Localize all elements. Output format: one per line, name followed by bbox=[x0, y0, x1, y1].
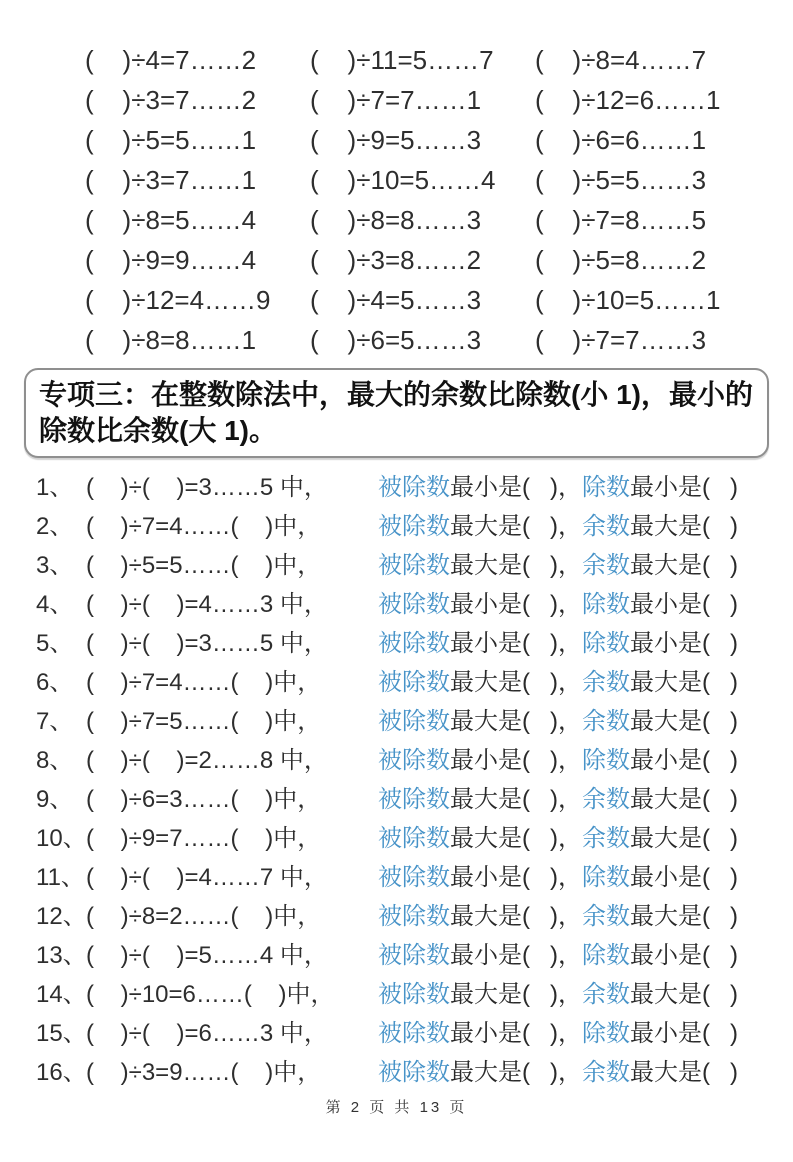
question-part-2: 最小是( ) bbox=[630, 942, 738, 969]
equation: ( )÷7=7……3 bbox=[535, 325, 707, 355]
dividend-term: 被除数 bbox=[378, 474, 450, 501]
problems-list bbox=[36, 468, 793, 1092]
dividend-term: 被除数 bbox=[378, 1020, 450, 1047]
question-part-1: 最大是( )， bbox=[450, 708, 582, 735]
question-part-1: 最大是( )， bbox=[450, 981, 582, 1008]
question-part-2: 最大是( ) bbox=[630, 669, 738, 696]
problem-equation: ( )÷( )=2……8 中， bbox=[86, 747, 328, 774]
question-part-2: 最大是( ) bbox=[630, 708, 738, 735]
question-part-2: 最大是( ) bbox=[630, 903, 738, 930]
divisor-remainder-term: 余数 bbox=[582, 552, 630, 579]
problem-row bbox=[36, 663, 793, 702]
equation: ( )÷4=7……2 bbox=[85, 45, 257, 75]
divisor-remainder-term: 除数 bbox=[582, 474, 630, 501]
divisor-remainder-term: 余数 bbox=[582, 903, 630, 930]
problem-number: 15、 bbox=[36, 1020, 87, 1047]
dividend-term: 被除数 bbox=[378, 591, 450, 618]
equation: ( )÷12=4……9 bbox=[85, 285, 271, 315]
dividend-term: 被除数 bbox=[378, 903, 450, 930]
divisor-remainder-term: 除数 bbox=[582, 630, 630, 657]
question-part-1: 最大是( )， bbox=[450, 903, 582, 930]
problem-row bbox=[36, 897, 793, 936]
divisor-remainder-term: 余数 bbox=[582, 825, 630, 852]
divisor-remainder-term: 除数 bbox=[582, 942, 630, 969]
equation: ( )÷3=8……2 bbox=[310, 245, 482, 275]
problem-row bbox=[36, 858, 793, 897]
question-part-1: 最小是( )， bbox=[450, 1020, 582, 1047]
question-part-2: 最大是( ) bbox=[630, 786, 738, 813]
equation: ( )÷9=5……3 bbox=[310, 125, 482, 155]
problem-row bbox=[36, 780, 793, 819]
divisor-remainder-term: 余数 bbox=[582, 981, 630, 1008]
question-part-1: 最大是( )， bbox=[450, 825, 582, 852]
problem-number: 10、 bbox=[36, 825, 87, 852]
problem-number: 7、 bbox=[36, 708, 74, 735]
problem-row bbox=[36, 741, 793, 780]
divisor-remainder-term: 余数 bbox=[582, 1059, 630, 1086]
problem-number: 13、 bbox=[36, 942, 87, 969]
divisor-remainder-term: 余数 bbox=[582, 786, 630, 813]
problem-row bbox=[36, 819, 793, 858]
question-part-1: 最大是( )， bbox=[450, 669, 582, 696]
dividend-term: 被除数 bbox=[378, 708, 450, 735]
question-part-1: 最小是( )， bbox=[450, 942, 582, 969]
problem-number: 3、 bbox=[36, 552, 74, 579]
dividend-term: 被除数 bbox=[378, 552, 450, 579]
question-part-1: 最大是( )， bbox=[450, 1059, 582, 1086]
problem-number: 9、 bbox=[36, 786, 74, 813]
equation: ( )÷10=5……1 bbox=[535, 285, 721, 315]
problem-row bbox=[36, 936, 793, 975]
equation: ( )÷5=8……2 bbox=[535, 245, 707, 275]
question-part-1: 最小是( )， bbox=[450, 630, 582, 657]
problem-equation: ( )÷7=5……( )中， bbox=[86, 708, 322, 735]
question-part-1: 最小是( )， bbox=[450, 864, 582, 891]
problem-equation: ( )÷8=2……( )中， bbox=[86, 903, 322, 930]
equation: ( )÷10=5……4 bbox=[310, 165, 496, 195]
section-header-box bbox=[24, 368, 769, 458]
problem-number: 12、 bbox=[36, 903, 87, 930]
dividend-term: 被除数 bbox=[378, 981, 450, 1008]
problem-number: 8、 bbox=[36, 747, 74, 774]
question-part-2: 最小是( ) bbox=[630, 1020, 738, 1047]
question-part-1: 最大是( )， bbox=[450, 513, 582, 540]
equation: ( )÷4=5……3 bbox=[310, 285, 482, 315]
page-number-footer: 第 2 页 共 13 页 bbox=[325, 1099, 468, 1116]
question-part-2: 最大是( ) bbox=[630, 825, 738, 852]
equation: ( )÷11=5……7 bbox=[310, 45, 494, 75]
problem-number: 4、 bbox=[36, 591, 74, 618]
problem-row bbox=[36, 585, 793, 624]
dividend-term: 被除数 bbox=[378, 864, 450, 891]
dividend-term: 被除数 bbox=[378, 786, 450, 813]
equation: ( )÷12=6……1 bbox=[535, 85, 721, 115]
problem-equation: ( )÷5=5……( )中， bbox=[86, 552, 322, 579]
divisor-remainder-term: 除数 bbox=[582, 747, 630, 774]
dividend-term: 被除数 bbox=[378, 669, 450, 696]
question-part-1: 最小是( )， bbox=[450, 591, 582, 618]
equation: ( )÷7=8……5 bbox=[535, 205, 707, 235]
equation: ( )÷8=8……1 bbox=[85, 325, 257, 355]
problem-number: 11、 bbox=[36, 864, 85, 891]
divisor-remainder-term: 余数 bbox=[582, 513, 630, 540]
equation: ( )÷9=9……4 bbox=[85, 245, 257, 275]
problem-equation: ( )÷( )=6……3 中， bbox=[86, 1020, 328, 1047]
equation: ( )÷8=4……7 bbox=[535, 45, 707, 75]
question-part-2: 最大是( ) bbox=[630, 513, 738, 540]
equation: ( )÷5=5……1 bbox=[85, 125, 257, 155]
problem-equation: ( )÷10=6……( )中， bbox=[86, 981, 335, 1008]
problem-number: 1、 bbox=[36, 474, 74, 501]
equation: ( )÷3=7……1 bbox=[85, 165, 257, 195]
dividend-term: 被除数 bbox=[378, 747, 450, 774]
question-part-2: 最小是( ) bbox=[630, 630, 738, 657]
dividend-term: 被除数 bbox=[378, 942, 450, 969]
problem-row bbox=[36, 468, 793, 507]
problem-equation: ( )÷( )=4……7 中， bbox=[86, 864, 328, 891]
problem-row bbox=[36, 975, 793, 1014]
section-header-text: 专项三：在整数除法中，最大的余数比除数(小 1)，最小的除数比余数(大 1)。 bbox=[39, 379, 754, 446]
problem-equation: ( )÷( )=5……4 中， bbox=[86, 942, 328, 969]
problem-row bbox=[36, 702, 793, 741]
problem-equation: ( )÷3=9……( )中， bbox=[86, 1059, 322, 1086]
equation: ( )÷8=5……4 bbox=[85, 205, 257, 235]
dividend-term: 被除数 bbox=[378, 1059, 450, 1086]
question-part-1: 最小是( )， bbox=[450, 474, 582, 501]
equation: ( )÷6=5……3 bbox=[310, 325, 482, 355]
problem-number: 6、 bbox=[36, 669, 74, 696]
problem-equation: ( )÷7=4……( )中， bbox=[86, 669, 322, 696]
question-part-2: 最大是( ) bbox=[630, 552, 738, 579]
problem-equation: ( )÷7=4……( )中， bbox=[86, 513, 322, 540]
problem-number: 14、 bbox=[36, 981, 87, 1008]
equation-grid bbox=[85, 40, 793, 360]
question-part-2: 最小是( ) bbox=[630, 864, 738, 891]
problem-equation: ( )÷( )=3……5 中， bbox=[86, 630, 328, 657]
dividend-term: 被除数 bbox=[378, 825, 450, 852]
question-part-1: 最大是( )， bbox=[450, 786, 582, 813]
problem-row bbox=[36, 1053, 793, 1092]
question-part-2: 最大是( ) bbox=[630, 1059, 738, 1086]
problem-equation: ( )÷6=3……( )中， bbox=[86, 786, 322, 813]
problem-equation: ( )÷( )=4……3 中， bbox=[86, 591, 328, 618]
equation: ( )÷8=8……3 bbox=[310, 205, 482, 235]
dividend-term: 被除数 bbox=[378, 630, 450, 657]
divisor-remainder-term: 余数 bbox=[582, 669, 630, 696]
divisor-remainder-term: 除数 bbox=[582, 864, 630, 891]
question-part-2: 最小是( ) bbox=[630, 747, 738, 774]
dividend-term: 被除数 bbox=[378, 513, 450, 540]
divisor-remainder-term: 除数 bbox=[582, 591, 630, 618]
divisor-remainder-term: 余数 bbox=[582, 708, 630, 735]
problem-row bbox=[36, 1014, 793, 1053]
equation: ( )÷3=7……2 bbox=[85, 85, 257, 115]
problem-row bbox=[36, 624, 793, 663]
problem-number: 16、 bbox=[36, 1059, 87, 1086]
question-part-1: 最小是( )， bbox=[450, 747, 582, 774]
question-part-1: 最大是( )， bbox=[450, 552, 582, 579]
divisor-remainder-term: 除数 bbox=[582, 1020, 630, 1047]
question-part-2: 最小是( ) bbox=[630, 591, 738, 618]
problem-row bbox=[36, 507, 793, 546]
problem-number: 2、 bbox=[36, 513, 74, 540]
problem-number: 5、 bbox=[36, 630, 74, 657]
problem-equation: ( )÷9=7……( )中， bbox=[86, 825, 322, 852]
question-part-2: 最大是( ) bbox=[630, 981, 738, 1008]
equation: ( )÷7=7……1 bbox=[310, 85, 482, 115]
problem-row bbox=[36, 546, 793, 585]
problem-equation: ( )÷( )=3……5 中， bbox=[86, 474, 328, 501]
equation: ( )÷5=5……3 bbox=[535, 165, 707, 195]
equation: ( )÷6=6……1 bbox=[535, 125, 707, 155]
question-part-2: 最小是( ) bbox=[630, 474, 738, 501]
